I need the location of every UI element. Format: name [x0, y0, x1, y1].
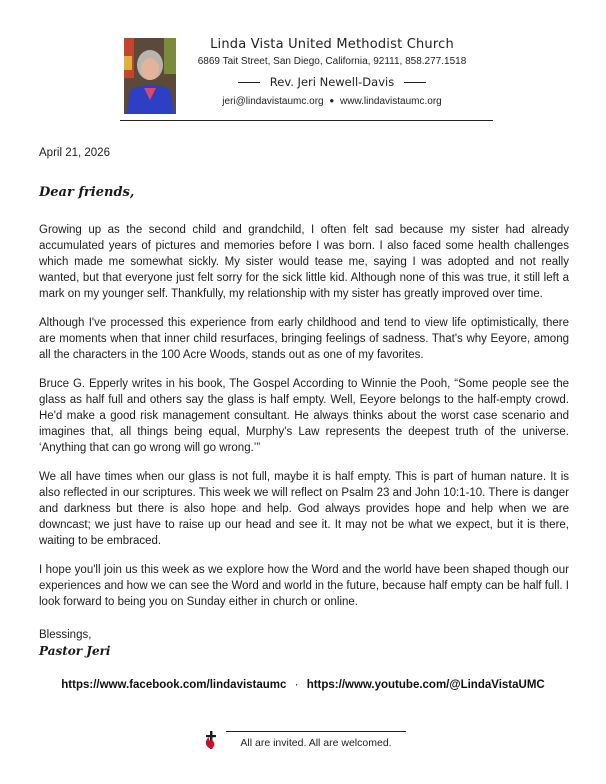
website-link[interactable]: www.lindavistaumc.org — [340, 96, 442, 107]
social-links — [0, 679, 606, 691]
contact-separator: ● — [329, 96, 335, 105]
church-name: Linda Vista United Methodist Church — [210, 37, 454, 52]
links-separator: · — [294, 679, 299, 691]
church-address: 6869 Tait Street, San Diego, California, 92111, 858.277.1518 — [197, 56, 467, 67]
pastor-right-rule — [404, 82, 426, 83]
salutation: Dear friends, — [39, 185, 135, 200]
paragraph-4: We all have times when our glass is not full, maybe it is half empty. This is part of human nature. It is also reflected in our scriptures. This week we will reflect on Psalm 23 and John 10:1-10. There is danger and darkness but there is also hope and help. God always provides hope and help when we are downcast; we just have to raise up our head and see it. It may not be what we expect, but it is there, waiting to be embraced. — [39, 471, 569, 547]
header-divider — [120, 120, 493, 121]
contact-line — [180, 96, 484, 107]
letter-date: April 21, 2026 — [39, 147, 110, 159]
letter-body — [39, 222, 569, 623]
paragraph-3: Bruce G. Epperly writes in his book, The Gospel According to Winnie the Pooh, “Some people see the glass as half full and others say the glass is half empty. Well, Eeyore belongs to the half-empty crowd. He'd make a good risk management consultant. He always thinks about the worst case scenario and imagines that, all things being equal, Murphy's Law represents the deepest truth of the universe. ‘Anything that can go wrong will go wrong.’” — [39, 378, 569, 454]
paragraph-2: Although I've processed this experience from early childhood and tend to view life optimistically, there are moments when that inner child resurfaces, bringing feelings of sadness. That's why Eeyore, among all the characters in the 100 Acre Woods, stands out as one of my favorites. — [39, 317, 569, 361]
footer-tagline: All are invited. All are welcomed. — [240, 737, 392, 749]
cross-and-flame-icon — [203, 730, 219, 750]
closing: Blessings, — [39, 629, 92, 641]
facebook-link[interactable]: https://www.facebook.com/lindavistaumc — [61, 679, 287, 691]
pastor-name: Rev. Jeri Newell-Davis — [269, 75, 395, 89]
signature: Pastor Jeri — [39, 644, 111, 658]
email-link[interactable]: jeri@lindavistaumc.org — [222, 96, 324, 107]
pastor-line — [180, 74, 484, 90]
pastor-photo — [124, 38, 176, 114]
paragraph-1: Growing up as the second child and grandchild, I often felt sad because my sister had already accumulated years of pictures and memories before I was born. I also faced some health challenges which made me somewhat sickly. My sister would tease me, saying I was adopted and not really wanted, but that everyone just felt sorry for the sick little kid. Although none of this was true, it still left a mark on my younger self. Thankfully, my relationship with my sister has greatly improved over time. — [39, 224, 569, 300]
footer-divider — [226, 731, 406, 732]
paragraph-5: I hope you'll join us this week as we explore how the Word and the world have been shaped though our experiences and how we can see the Word and world in the future, because half empty can be half full. I look forward to being you on Sunday either in church or online. — [39, 564, 569, 608]
pastor-left-rule — [238, 82, 260, 83]
youtube-link[interactable]: https://www.youtube.com/@LindaVistaUMC — [306, 679, 545, 691]
